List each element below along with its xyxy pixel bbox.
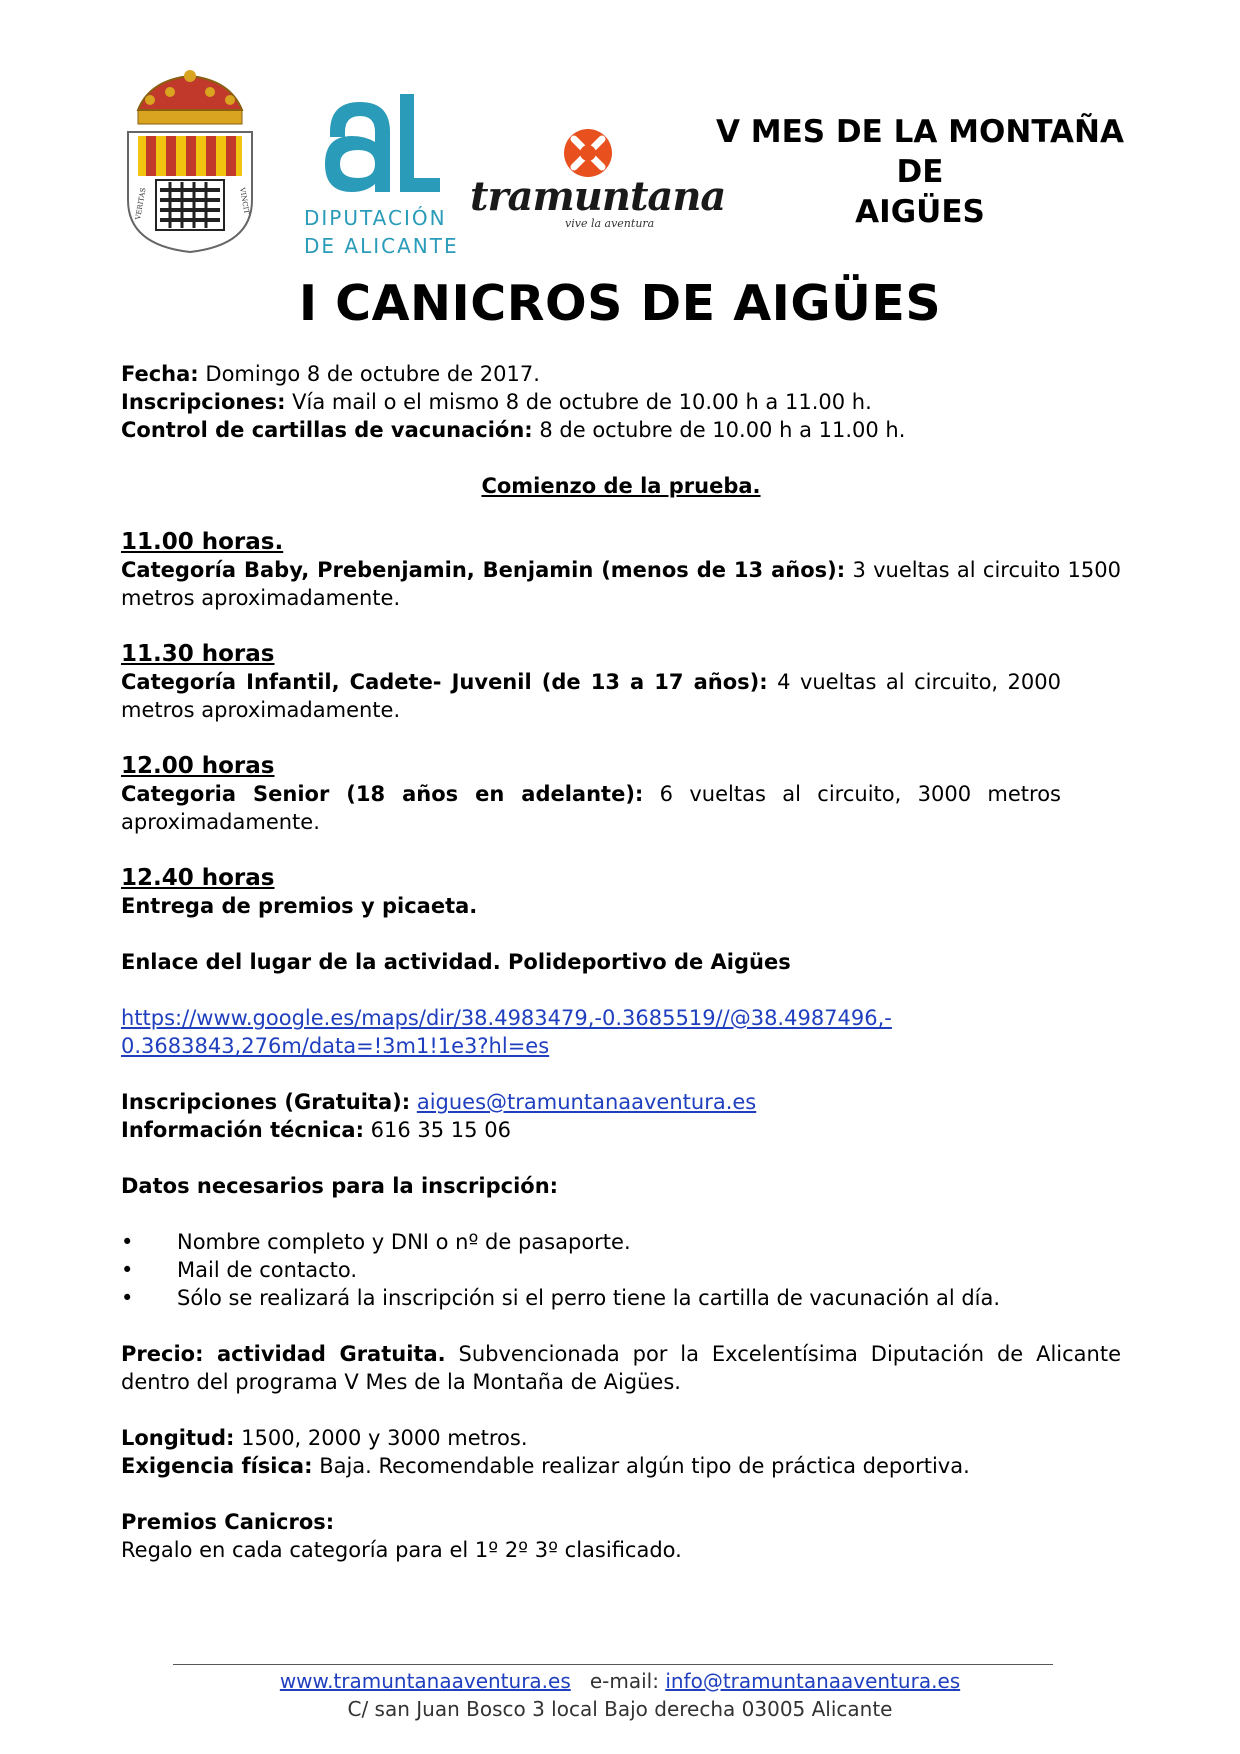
motto-left: VERITAS <box>134 187 148 221</box>
schedule-item-1 <box>121 556 1121 612</box>
diputacion-line1: DIPUTACIÓN <box>304 206 447 230</box>
coat-of-arms-logo <box>120 70 260 255</box>
schedule-item-3 <box>121 780 1061 836</box>
control-label: Control de cartillas de vacunación: <box>121 418 533 442</box>
footer-website-link[interactable]: www.tramuntanaaventura.es <box>279 1669 571 1693</box>
location-link-line1[interactable]: https://www.google.es/maps/dir/38.4983479,-0.3685519//@38.4987496,- <box>121 1006 892 1030</box>
exigencia-line <box>121 1452 1121 1480</box>
schedule-text-2: 4 vueltas al circuito, 2000 metros aproximadamente. <box>121 670 1061 722</box>
contact-inscripciones-label: Inscripciones (Gratuita): <box>121 1090 411 1114</box>
control-line <box>121 416 1121 444</box>
contact-phone: 616 35 15 06 <box>370 1118 511 1142</box>
schedule-time-1: 11.00 horas. <box>121 529 284 555</box>
start-heading: Comienzo de la prueba. <box>481 474 761 498</box>
list-item <box>121 1228 1121 1256</box>
inscripciones-label: Inscripciones: <box>121 390 286 414</box>
schedule-item-2 <box>121 668 1061 724</box>
requirement-text-1: Nombre completo y DNI o nº de pasaporte. <box>177 1230 631 1254</box>
control-value: 8 de octubre de 10.00 h a 11.00 h. <box>539 418 906 442</box>
footer-email-link[interactable]: info@tramuntanaaventura.es <box>665 1669 961 1693</box>
requirement-text-3: Sólo se realizará la inscripción si el perro tiene la cartilla de vacunación al día. <box>177 1286 1001 1310</box>
schedule-label-4: Entrega de premios y picaeta. <box>121 894 478 918</box>
location-link-line2[interactable]: 0.3683843,276m/data=!3m1!1e3?hl=es <box>121 1034 550 1058</box>
requirements-heading: Datos necesarios para la inscripción: <box>121 1174 559 1198</box>
contact-email-link[interactable]: aigues@tramuntanaaventura.es <box>416 1090 757 1114</box>
schedule-time-4: 12.40 horas <box>121 865 275 891</box>
fecha-label: Fecha: <box>121 362 199 386</box>
schedule-time-3: 12.00 horas <box>121 753 275 779</box>
fecha-value: Domingo 8 de octubre de 2017. <box>205 362 540 386</box>
list-item <box>121 1256 1121 1284</box>
price-paragraph <box>121 1340 1121 1396</box>
diputacion-line2: DE ALICANTE <box>304 234 459 258</box>
inscripciones-line <box>121 388 1121 416</box>
longitud-line <box>121 1424 1121 1452</box>
schedule-time-2: 11.30 horas <box>121 641 275 667</box>
contact-tecnica-line <box>121 1116 1121 1144</box>
footer-address: C/ san Juan Bosco 3 local Bajo derecha 03005 Alicante <box>347 1697 893 1721</box>
requirement-text-2: Mail de contacto. <box>177 1258 357 1282</box>
requirements-list <box>121 1228 1121 1312</box>
bullet-icon: • <box>121 1286 134 1310</box>
tramuntana-tagline: vive la aventura <box>565 217 655 230</box>
motto-right: VINCIT <box>238 186 251 215</box>
page-title: I CANICROS DE AIGÜES <box>298 275 942 332</box>
tramuntana-logo <box>470 125 726 235</box>
event-title-line1: V MES DE LA MONTAÑA DE <box>716 114 1124 190</box>
fecha-line <box>121 360 1121 388</box>
event-title <box>690 112 1150 232</box>
bullet-icon: • <box>121 1230 134 1254</box>
schedule-label-1: Categoría Baby, Prebenjamin, Benjamin (menos de 13 años): <box>121 558 846 582</box>
schedule-text-1: 3 vueltas al circuito 1500 metros aproximadamente. <box>121 558 1121 610</box>
exigencia-value: Baja. Recomendable realizar algún tipo de práctica deportiva. <box>319 1454 970 1478</box>
tramuntana-wordmark: tramuntana <box>470 173 726 220</box>
inscripciones-value: Vía mail o el mismo 8 de octubre de 10.00 h a 11.00 h. <box>292 390 872 414</box>
longitud-value: 1500, 2000 y 3000 metros. <box>241 1426 528 1450</box>
price-label: Precio: actividad Gratuita. <box>121 1342 446 1366</box>
bullet-icon: • <box>121 1258 134 1282</box>
price-text: Subvencionada por la Excelentísima Diputación de Alicante dentro del programa V Mes de la Montaña de Aigües. <box>121 1342 1121 1394</box>
event-title-line2: AIGÜES <box>855 194 985 230</box>
document-body <box>121 360 1121 1564</box>
schedule-text-3: 6 vueltas al circuito, 3000 metros aproximadamente. <box>121 782 1061 834</box>
contact-tecnica-label: Información técnica: <box>121 1118 364 1142</box>
prizes-heading: Premios Canicros: <box>121 1510 335 1534</box>
schedule-label-2: Categoría Infantil, Cadete- Juvenil (de 13 a 17 años): <box>121 670 768 694</box>
footer-contact-line <box>0 1667 1240 1695</box>
prizes-text: Regalo en cada categoría para el 1º 2º 3º clasificado. <box>121 1538 682 1562</box>
location-link[interactable] <box>121 1004 1121 1060</box>
page-footer <box>0 1667 1240 1723</box>
footer-email-label: e-mail: <box>589 1669 659 1693</box>
contact-inscripciones-line <box>121 1088 1121 1116</box>
list-item <box>121 1284 1121 1312</box>
schedule-label-3: Categoria Senior (18 años en adelante): <box>121 782 644 806</box>
longitud-label: Longitud: <box>121 1426 235 1450</box>
diputacion-alicante-logo <box>300 92 459 258</box>
location-heading: Enlace del lugar de la actividad. Polideportivo de Aigües <box>121 950 791 974</box>
footer-divider <box>173 1664 1053 1665</box>
exigencia-label: Exigencia física: <box>121 1454 313 1478</box>
